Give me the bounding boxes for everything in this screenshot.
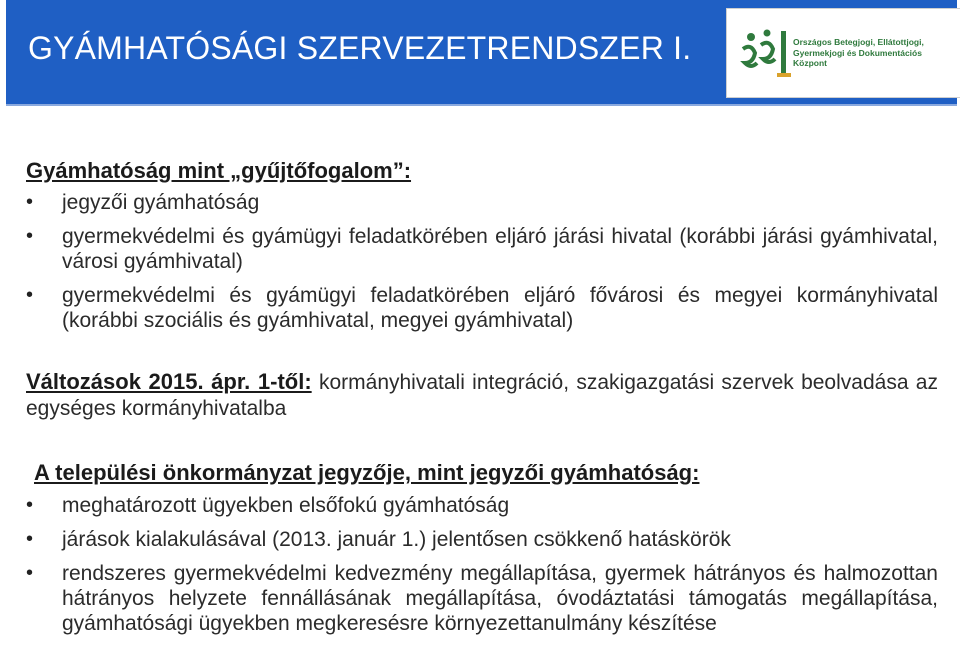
changes-paragraph <box>26 369 938 422</box>
list-item: • gyermekvédelmi és gyámügyi feladatkörében eljáró fővárosi és megyei kormányhivatal (korábbi szociális és gyámhivatal, megyei gyámhivatal) <box>26 283 938 333</box>
section-heading-collective-term: Gyámhatóság mint „gyűjtőfogalom”: <box>26 158 412 183</box>
section-heading-municipal-notary: A települési önkormányzat jegyzője, mint jegyzői gyámhatóság: <box>34 460 700 485</box>
bullet-list-notary-duties <box>26 493 938 645</box>
list-item: • jegyzői gyámhatóság <box>26 190 938 215</box>
slide-header <box>6 0 957 106</box>
list-item: • gyermekvédelmi és gyámügyi feladatkörében eljáró járási hivatal (korábbi járási gyámhivatal, városi gyámhivatal) <box>26 224 938 274</box>
changes-lead: Változások 2015. ápr. 1-től: <box>26 369 312 394</box>
logo-text: Országos Betegjogi, Ellátottjogi, Gyermekjogi és Dokumentációs Központ <box>793 37 924 68</box>
logo-mark-icon <box>737 27 793 83</box>
organization-logo <box>726 8 960 98</box>
list-item: • meghatározott ügyekben elsőfokú gyámhatóság <box>26 493 938 518</box>
list-item: • rendszeres gyermekvédelmi kedvezmény megállapítása, gyermek hátrányos és halmozottan hátrányos helyzete fennállásának megállapítása, óvodáztatási támogatás megállapítása, gyámhatósági ügyekben megkeresésre környezettanulmány készítése <box>26 561 938 636</box>
bullet-list-authorities <box>26 190 938 342</box>
changes-text: kormányhivatali integráció, szakigazgatási szervek beolvadása az egységes kormányhivatalba <box>26 371 938 420</box>
slide-title: GYÁMHATÓSÁGI SZERVEZETRENDSZER I. <box>28 30 692 66</box>
list-item: • járások kialakulásával (2013. január 1.) jelentősen csökkenő hatáskörök <box>26 527 938 552</box>
